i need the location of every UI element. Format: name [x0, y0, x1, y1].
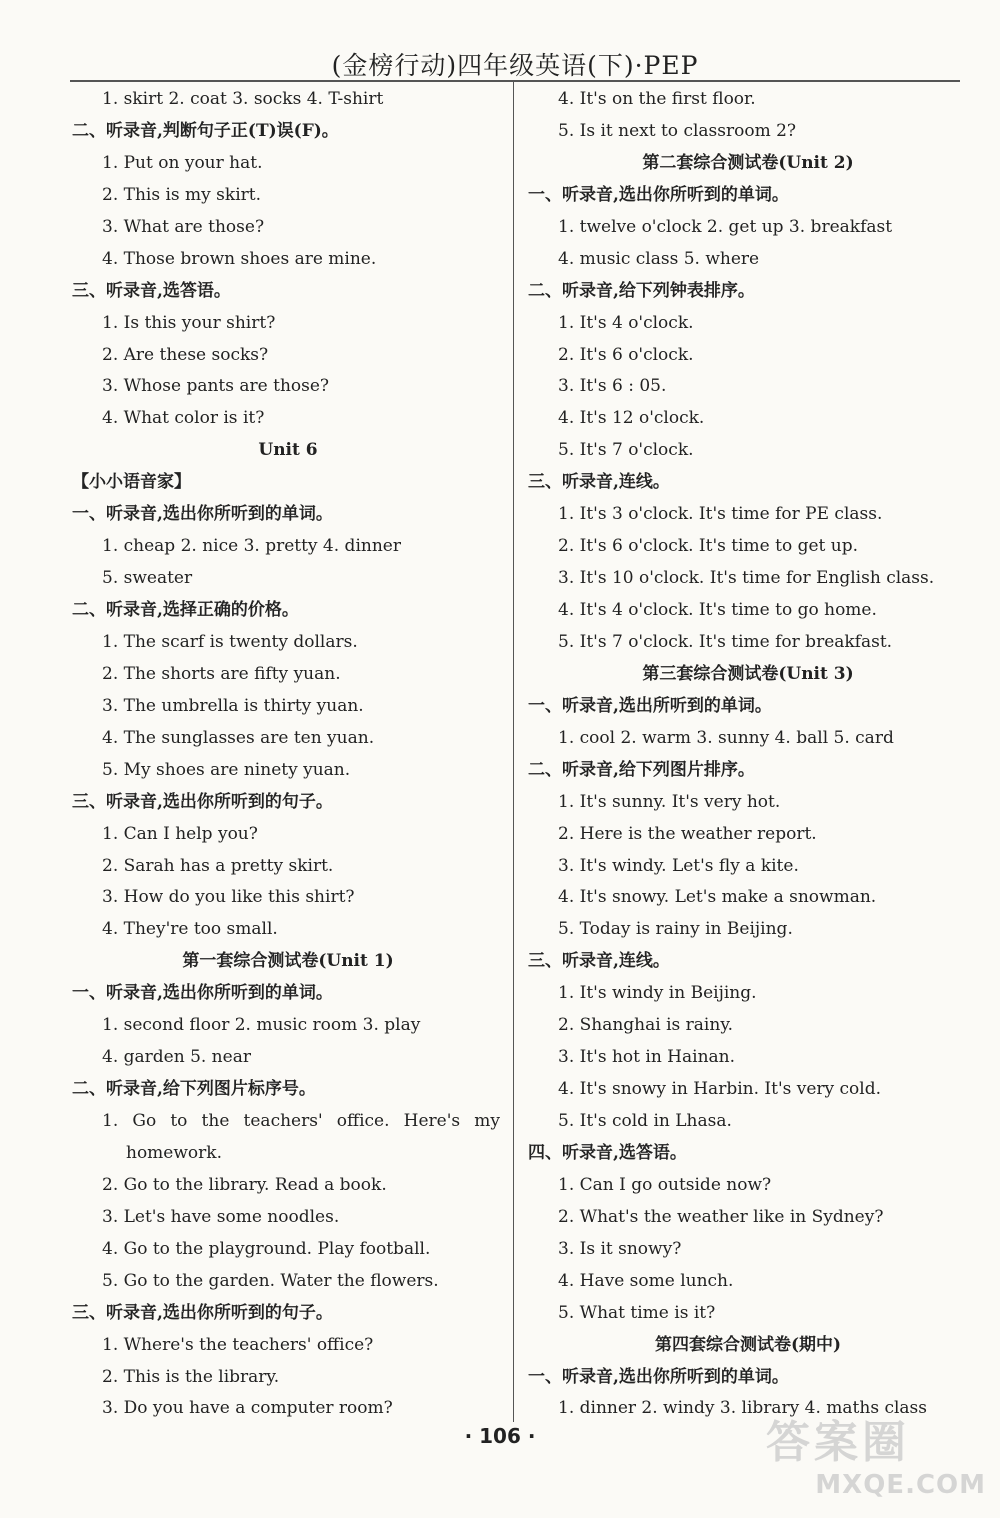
watermark-url: MXQE.COM [815, 1470, 986, 1500]
section-heading: 三、听录音,选出你所听到的句子。 [72, 1302, 333, 1323]
right-column [528, 84, 968, 1425]
watermark-logo [766, 1406, 986, 1500]
test-title: 第三套综合测试卷(Unit 3) [642, 663, 854, 684]
answer-line: 5. It's 7 o'clock. [558, 440, 694, 461]
page-header: (金榜行动)四年级英语(下)·PEP [331, 51, 699, 80]
answer-line: 2. Here is the weather report. [558, 823, 817, 844]
answer-line: 1. Can I help you? [102, 823, 258, 844]
answer-line: 3. Is it snowy? [558, 1238, 682, 1259]
answer-line: 4. What color is it? [102, 408, 265, 429]
answer-line: 2. Go to the library. Read a book. [102, 1174, 387, 1195]
answer-line: 5. It's cold in Lhasa. [558, 1111, 732, 1131]
answer-line: 4. Those brown shoes are mine. [102, 248, 377, 269]
answer-line: 4. They're too small. [102, 919, 278, 940]
answer-line: 2. Are these socks? [102, 344, 269, 365]
answer-line: 1. It's windy in Beijing. [558, 983, 757, 1004]
answer-line: 3. It's 10 o'clock. It's time for English class. [558, 568, 935, 589]
answer-line: 1. Is this your shirt? [102, 312, 276, 333]
answer-line: 1. It's 4 o'clock. [558, 312, 694, 333]
answer-line: 1. Where's the teachers' office? [102, 1334, 374, 1355]
section-heading: 二、听录音,选择正确的价格。 [72, 600, 299, 620]
section-heading: 二、听录音,给下列图片排序。 [528, 759, 755, 780]
answer-line: 3. It's windy. Let's fly a kite. [558, 855, 799, 876]
answer-line: 5. It's 7 o'clock. It's time for breakfast. [558, 631, 893, 652]
answer-line: 1. twelve o'clock 2. get up 3. breakfast [558, 216, 893, 237]
answer-line: 2. It's 6 o'clock. It's time to get up. [558, 536, 859, 557]
section-heading: 一、听录音,选出你所听到的单词。 [72, 504, 333, 525]
section-heading: 三、听录音,选答语。 [72, 280, 231, 301]
left-column [72, 84, 504, 1425]
answer-line: 3. The umbrella is thirty yuan. [102, 695, 364, 716]
section-heading: 一、听录音,选出你所听到的单词。 [72, 983, 333, 1004]
answer-line: 5. Today is rainy in Beijing. [558, 919, 793, 940]
answer-line: 1. The scarf is twenty dollars. [102, 631, 358, 652]
section-heading: 一、听录音,选出你所听到的单词。 [528, 1366, 789, 1387]
answer-line: 5. My shoes are ninety yuan. [102, 759, 351, 780]
answer-line: 1. cool 2. warm 3. sunny 4. ball 5. card [558, 727, 894, 748]
answer-line-continued: homework. [126, 1142, 222, 1163]
section-heading: 一、听录音,选出所听到的单词。 [528, 695, 772, 716]
answer-line: 4. garden 5. near [102, 1047, 251, 1068]
answer-line: 3. Do you have a computer room? [102, 1398, 393, 1419]
section-heading: 二、听录音,给下列钟表排序。 [528, 280, 755, 301]
answer-line: 3. It's 6 : 05. [558, 376, 667, 397]
test-title: 第二套综合测试卷(Unit 2) [642, 152, 854, 173]
section-heading: 三、听录音,连线。 [528, 472, 670, 493]
answer-line: 1. Can I go outside now? [558, 1174, 772, 1195]
answer-line: 1. cheap 2. nice 3. pretty 4. dinner [102, 536, 401, 557]
answer-line: 4. The sunglasses are ten yuan. [102, 727, 375, 748]
section-heading: 二、听录音,判断句子正(T)误(F)。 [72, 120, 339, 141]
column-divider [513, 82, 514, 1422]
answer-line: 4. music class 5. where [558, 248, 760, 269]
answer-line: 5. Go to the garden. Water the flowers. [102, 1270, 439, 1291]
answer-line: 2. Sarah has a pretty skirt. [102, 855, 334, 876]
section-heading: 四、听录音,选答语。 [528, 1142, 687, 1163]
answer-line: 2. This is my skirt. [102, 184, 261, 205]
answer-line: 2. This is the library. [102, 1366, 280, 1387]
answer-line: 1. It's sunny. It's very hot. [558, 791, 781, 812]
answer-line: 1. second floor 2. music room 3. play [102, 1015, 421, 1036]
answer-line: 3. Whose pants are those? [102, 376, 330, 397]
answer-line: 2. What's the weather like in Sydney? [558, 1206, 884, 1227]
answer-line: 4. It's on the first floor. [558, 89, 756, 109]
header-rule [70, 80, 960, 82]
answer-line: 2. It's 6 o'clock. [558, 344, 694, 365]
section-heading: 三、听录音,连线。 [528, 951, 670, 972]
answer-line: 3. It's hot in Hainan. [558, 1047, 736, 1068]
answer-line: 1. skirt 2. coat 3. socks 4. T-shirt [102, 89, 384, 109]
answer-line: 5. What time is it? [558, 1302, 716, 1323]
answer-line: 4. It's 4 o'clock. It's time to go home. [558, 600, 877, 620]
test-title: Unit 6 [258, 440, 318, 461]
answer-line: 1. Put on your hat. [102, 152, 263, 173]
page-number: · 106 · [464, 1424, 536, 1448]
section-heading: 一、听录音,选出你所听到的单词。 [528, 184, 789, 205]
answer-line: 1. Go to the teachers' office. Here's my [102, 1111, 500, 1131]
section-heading: 二、听录音,给下列图片标序号。 [72, 1079, 316, 1100]
answer-line: 3. How do you like this shirt? [102, 887, 355, 908]
answer-line: 5. sweater [102, 568, 193, 589]
answer-line: 4. It's 12 o'clock. [558, 408, 705, 429]
answer-line: 2. The shorts are fifty yuan. [102, 663, 341, 684]
test-title: 第四套综合测试卷(期中) [654, 1334, 842, 1355]
answer-line: 5. Is it next to classroom 2? [558, 120, 797, 141]
answer-line: 4. It's snowy. Let's make a snowman. [558, 887, 877, 908]
answer-line: 3. What are those? [102, 216, 265, 237]
answer-line: 4. Go to the playground. Play football. [102, 1238, 431, 1259]
answer-line: 3. Let's have some noodles. [102, 1206, 340, 1227]
answer-line: 1. dinner 2. windy 3. library 4. maths class [558, 1398, 927, 1419]
watermark-text: 答案圈 [766, 1417, 910, 1468]
answer-line: 1. It's 3 o'clock. It's time for PE class. [558, 504, 883, 525]
section-heading: 【小小语音家】 [72, 472, 191, 493]
answer-line: 2. Shanghai is rainy. [558, 1015, 734, 1036]
answer-line: 4. It's snowy in Harbin. It's very cold. [558, 1079, 882, 1100]
test-title: 第一套综合测试卷(Unit 1) [182, 951, 394, 972]
answer-line: 4. Have some lunch. [558, 1270, 734, 1291]
section-heading: 三、听录音,选出你所听到的句子。 [72, 791, 333, 812]
